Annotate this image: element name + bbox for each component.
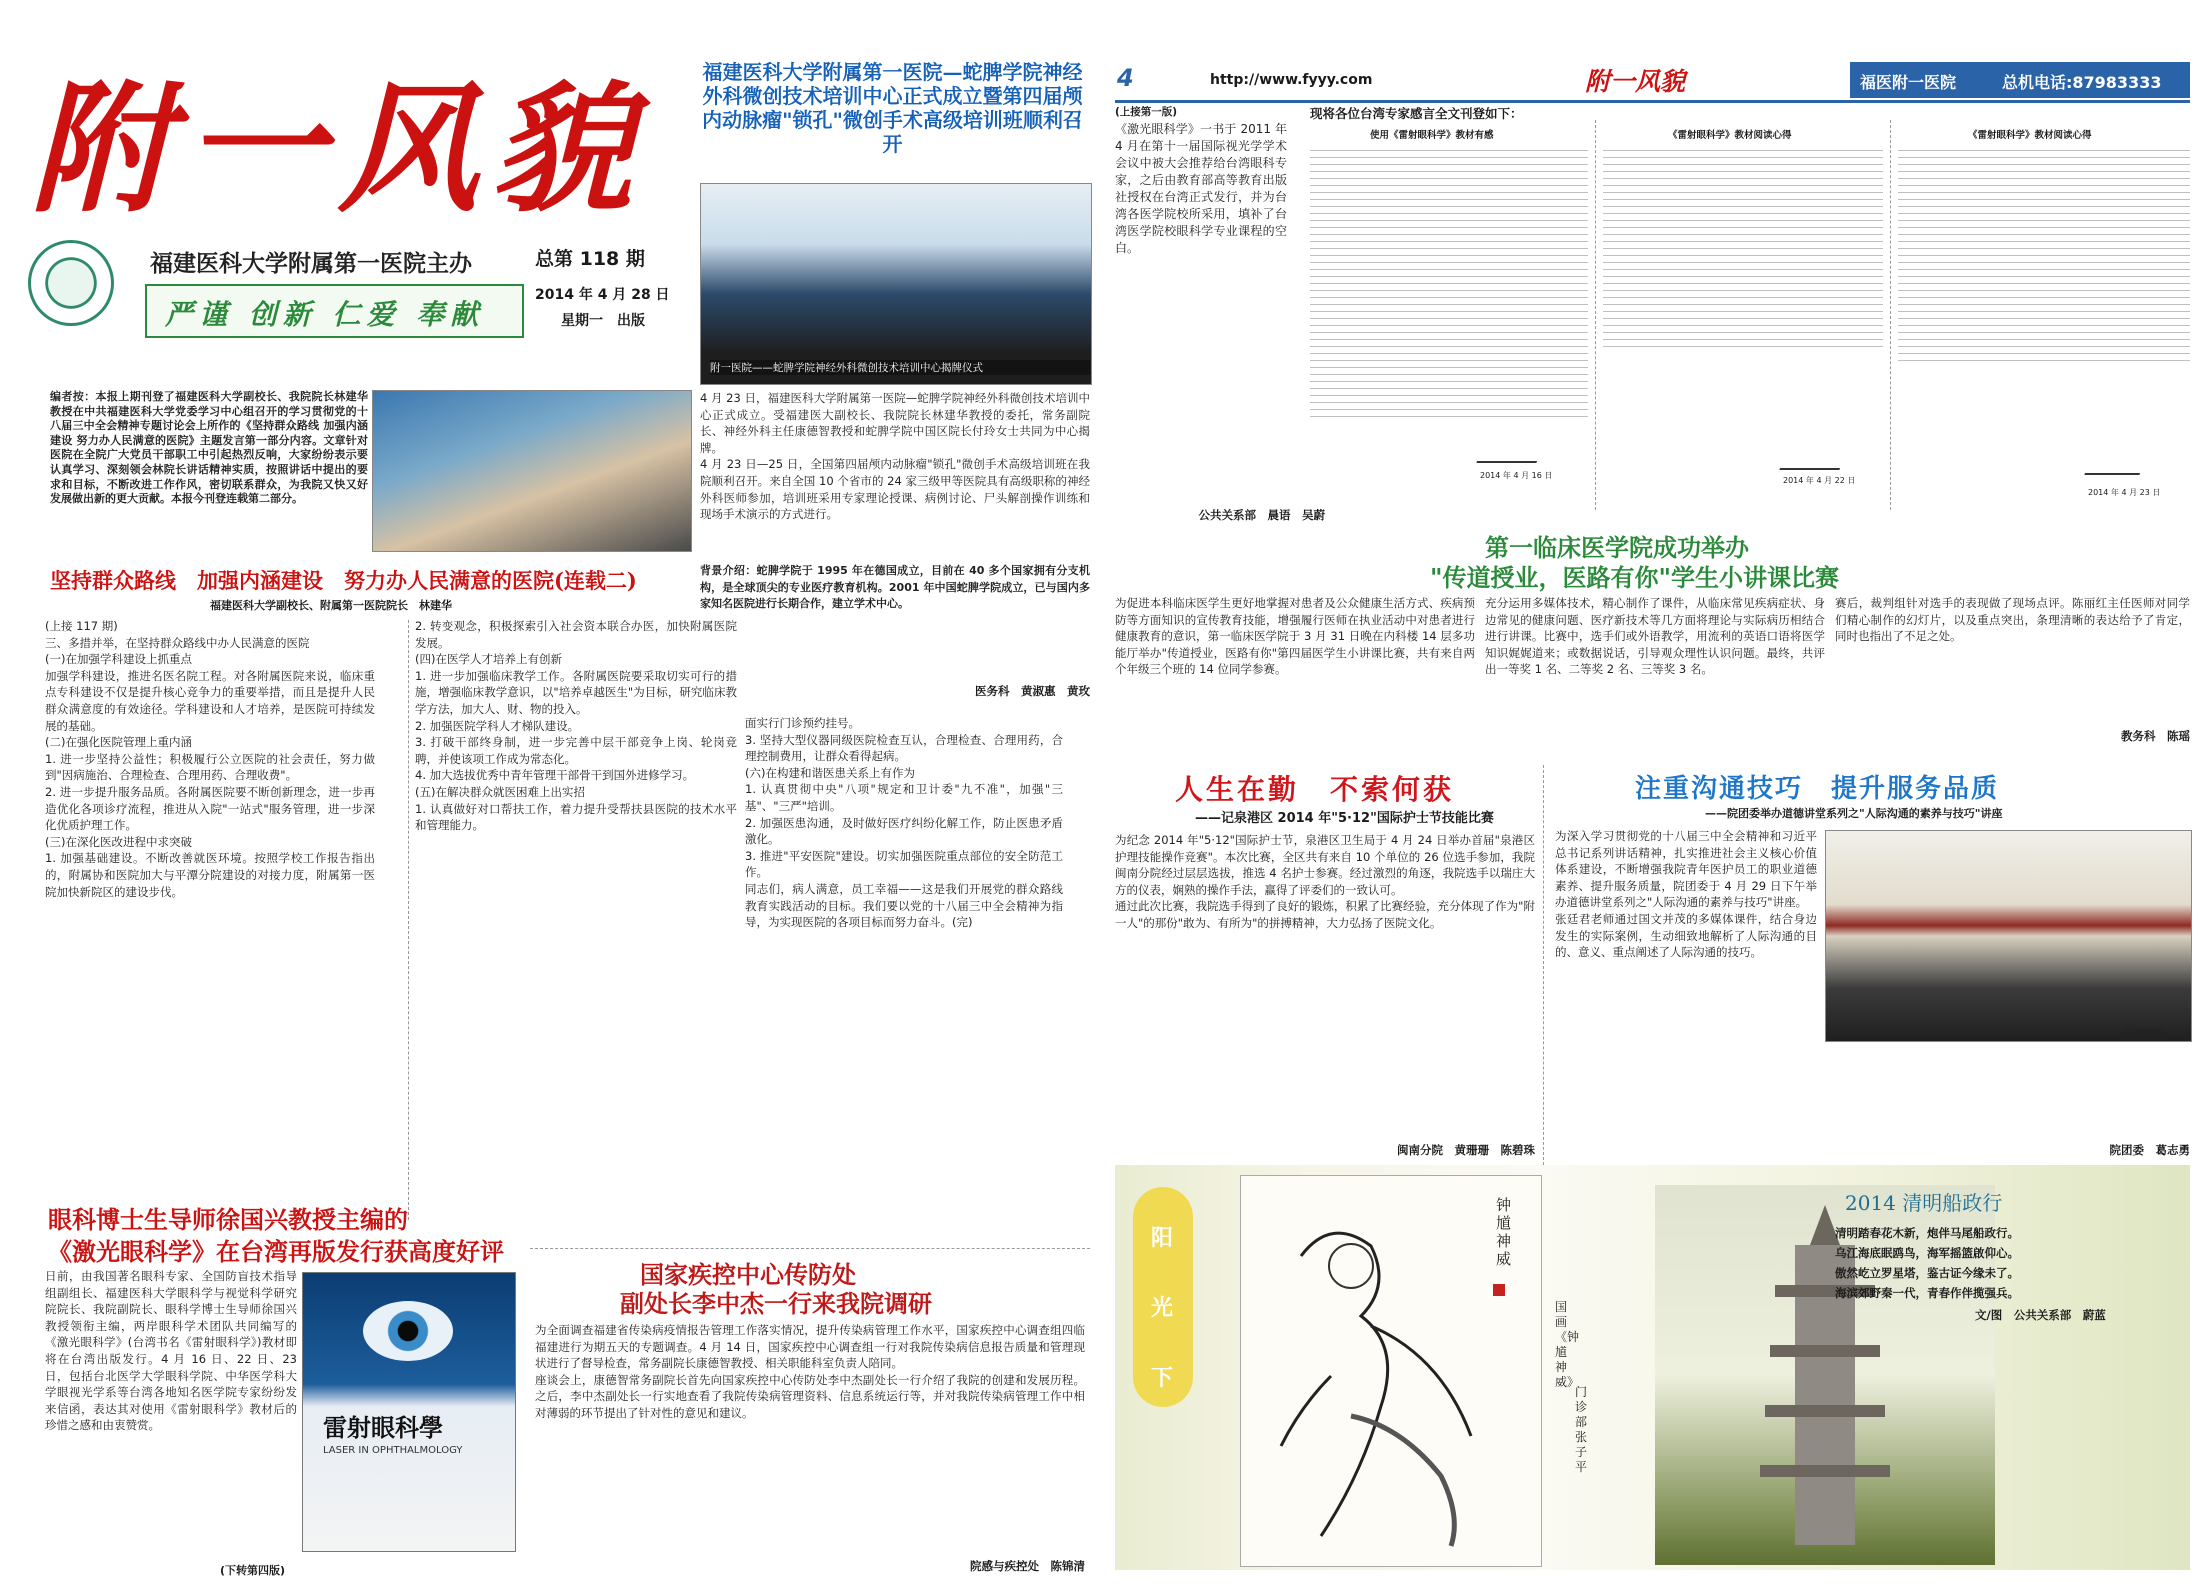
series-column-1: (上接 117 期) 三、多措并举，在坚持群众路线中办人民满意的医院 (一)在加强学科建设上抓重点 加强学科建设，推进名医名院工程。对各附属医院来说，临床重点专科建设不仅是提升核心竞争力的重要举措，而且是提升人民群众满意度的有效途径。学科建设和人才培养，是医院可持续发展的基础。 (二)在强化医院管理上重内涵 1. 进一步坚持公益性；积极履行公立医院的社会责任，努力做到"因病施治、合理检查、合理用药、合理收费"。 2. 进一步提升服务品质。各附属医院要不断创新理念，进一步再造优化各项诊疗流程，推进从入院"一站式"服务管理，进一步深化优质护理工作。 (三)在深化医改进程中求突破 1. 加强基础建设。不断改善就医环境。按照学校工作报告指出的，附属协和医院加大与平潭分院建设的对接力度，附属第一医院加快新院区的建设步伐。 bbox=[45, 619, 375, 899]
poem-line-2: 乌江海底眠鸥鸟，海军摇篮啟仰心。 bbox=[1835, 1246, 2019, 1260]
letter-3-date: 2014 年 4 月 23 日 bbox=[2088, 488, 2161, 497]
cdc-byline: 院感与疾控处 陈锦清 bbox=[970, 1559, 1085, 1573]
masthead-title: 附一风貌 bbox=[30, 68, 647, 232]
cdc-title-line2: 副处长李中杰一行来我院调研 bbox=[620, 1289, 932, 1318]
pagoda-photo bbox=[1655, 1185, 1995, 1565]
poem-line-1: 清明踏春花木新，炮伴马尾船政行。 bbox=[1835, 1226, 2019, 1240]
cdc-top-rule bbox=[530, 1248, 1090, 1249]
eye-article-title-line2: 《激光眼科学》在台湾再版发行获高度好评 bbox=[48, 1237, 504, 1266]
lecture-title-line2: "传道授业，医路有你"学生小讲课比赛 bbox=[1430, 563, 1840, 592]
eye-continued-byline: 公共关系部 晨语 吴蔚 bbox=[1198, 508, 1325, 522]
letter-1-date: 2014 年 4 月 16 日 bbox=[1480, 471, 1553, 480]
letter-1 bbox=[1310, 125, 1588, 510]
art-banner: 阳光下 bbox=[1151, 1225, 1174, 1391]
header-title: 附一风貌 bbox=[1585, 67, 1686, 96]
nurse-byline: 闽南分院 黄珊珊 陈碧珠 bbox=[1397, 1143, 1535, 1157]
issue-date: 2014 年 4 月 28 日 bbox=[535, 287, 670, 303]
letter-2 bbox=[1603, 125, 1883, 510]
top-article-photo bbox=[700, 183, 1092, 385]
art-section bbox=[1115, 1165, 2190, 1570]
nurse-title: 人生在勤 不索何获 bbox=[1175, 773, 1455, 806]
eye-continued-note: (下转第四版) bbox=[220, 1564, 286, 1577]
eye-continued-lead: (上接第一版) bbox=[1115, 106, 1178, 118]
painting-caption-1: 国画《钟馗神威》 bbox=[1555, 1300, 1580, 1389]
comm-byline: 院团委 葛志勇 bbox=[2109, 1143, 2190, 1157]
top-article-byline: 医务科 黄淑惠 黄玫 bbox=[975, 684, 1090, 698]
letter-1-text bbox=[1310, 147, 1588, 417]
issue-weekday: 星期一 出版 bbox=[561, 313, 645, 329]
editor-note: 编者按：本报上期刊登了福建医科大学副校长、我院院长林建华教授在中共福建医科大学党委学习中心组召开的学习贯彻党的十八届三中全会精神专题讨论会上所作的《坚持群众路线 加强内涵建设 努力办人民满意的医院》主题发言第一部分内容。文章针对医院在全院广大党员干部职工中引起热烈反响，大家纷纷表示要认真学习、深刻领会林院长讲话精神实质，按照讲话中提出的要求和目标，不断改进工作作风，密切联系群众，为我院又快又好发展做出新的更大贡献。本报今刊登连载第二部分。 bbox=[50, 390, 368, 506]
letter-2-signature-icon bbox=[1779, 450, 1846, 470]
cdc-body: 为全面调查福建省传染病疫情报告管理工作落实情况，提升传染病管理工作水平，国家疾控中心调查组四临福建进行为期五天的专题调查。4 月 14 日，国家疾控中心调查组一行对我院传染病信息报告质量和管理现状进行了督导检查，常务副院长康德智教授、相关职能科室负责人陪同。 座谈会上，康德智常务副院长首先向国家疾控中心传防处李中杰副处长一行介绍了我院的创建和发展历程。之后，李中杰副处长一行实地查看了我院传染病管理资料、信息系统运行等，并对我院传染病管理工作中相对薄弱的环节提出了针对性的意见和建议。 bbox=[535, 1323, 1085, 1420]
letter-2-title: 《雷射眼科学》教材阅读心得 bbox=[1668, 130, 1792, 141]
eye-continued-body: 《激光眼科学》一书于 2011 年 4 月在第十一届国际视光学学术会议中被大会推荐给台湾眼科专家，之后由教育部高等教育出版社授权在台湾正式发行，并为台湾各医学院校所采用，填补了台湾医学院校眼科学专业课程的空白。 bbox=[1115, 122, 1291, 255]
nurse-comm-divider bbox=[1543, 765, 1544, 1165]
series-title: 坚持群众路线 加强内涵建设 努力办人民满意的医院(连载二) bbox=[50, 568, 637, 593]
top-article-title: 福建医科大学附属第一医院—蛇脾学院神经外科微创技术培训中心正式成立暨第四届颅内动脉瘤"锁孔"微创手术高级培训班顺利召开 bbox=[702, 60, 1083, 156]
lecture-byline: 教务科 陈瑶 bbox=[2121, 729, 2190, 743]
masthead-sponsor: 福建医科大学附属第一医院主办 bbox=[150, 251, 472, 277]
letter-1-signature-icon bbox=[1476, 443, 1543, 463]
lecture-title-line1: 第一临床医学院成功举办 bbox=[1485, 533, 1749, 562]
comm-subtitle: ——院团委举办道德讲堂系列之"人际沟通的素养与技巧"讲座 bbox=[1705, 807, 2003, 820]
poem-byline: 文/图 公共关系部 蔚蓝 bbox=[1975, 1308, 2106, 1322]
page-four bbox=[1115, 0, 2200, 1585]
top-article-photo-caption: 附一医院——蛇脾学院神经外科微创技术培训中心揭牌仪式 bbox=[710, 360, 1090, 375]
nurse-subtitle: ——记泉港区 2014 年"5·12"国际护士节技能比赛 bbox=[1195, 811, 1494, 826]
letter-divider-2 bbox=[1890, 120, 1891, 510]
issue-box bbox=[535, 240, 670, 340]
meeting-photo bbox=[372, 390, 692, 552]
letter-3-title: 《雷射眼科学》教材阅读心得 bbox=[1968, 130, 2092, 141]
masthead-logo-icon bbox=[28, 240, 114, 326]
masthead-motto: 严谨 创新 仁爱 奉献 bbox=[165, 298, 485, 331]
letter-3-text bbox=[1898, 147, 2190, 367]
painting-caption-2: 门诊部 张子平 bbox=[1575, 1385, 1600, 1474]
pagoda-icon bbox=[1655, 1185, 1995, 1565]
page-header bbox=[1115, 62, 2190, 103]
page-number: 4 bbox=[1117, 64, 1134, 92]
header-box bbox=[1850, 62, 2190, 98]
issue-number: 总第 118 期 bbox=[535, 248, 645, 270]
lecture-column-1: 为促进本科临床医学生更好地掌握对患者及公众健康生活方式、疾病预防等方面知识的宣传教育技能，增强履行医师在执业活动中对患者进行健康教育的意识，第一临床医学院于 3 月 31 日晚在内科楼 14 层多功能厅举办"传道授业，医路有你"第四届医学生小讲课比赛，共有来自两个年级三个班的 14 位同学参赛。 bbox=[1115, 596, 1475, 677]
book-subtitle: LASER IN OPHTHALMOLOGY bbox=[323, 1445, 463, 1456]
lecture-column-2: 充分运用多媒体技术，精心制作了课件，从临床常见疾病症状、身边常见的健康问题、医疗新技术等几方面将理论与实际病历相结合进行讲课。比赛中，选手们或外语教学，用流利的英语口语将医学知识娓娓道来；或数据说话，引导观众理性认识问题。最终，共评出一等奖 1 名、二等奖 2 名、三等奖 3 名。 bbox=[1485, 596, 1825, 677]
letter-3 bbox=[1898, 125, 2190, 510]
masthead-motto-box bbox=[145, 284, 524, 338]
column-divider bbox=[408, 620, 409, 1220]
site-url: http://www.fyyy.com bbox=[1210, 72, 1373, 88]
letter-divider-1 bbox=[1595, 120, 1596, 510]
masthead bbox=[20, 68, 670, 350]
poem-title: 2014 清明船政行 bbox=[1845, 1191, 2003, 1215]
top-article-body: 4 月 23 日，福建医科大学附属第一医院—蛇脾学院神经外科微创技术培训中心正式成立。受福建医大副校长、我院院长林建华教授的委托，常务副院长、神经外科主任康德智教授和蛇脾学院中国区院长付玲女士共同为中心揭牌。 4 月 23 日—25 日，全国第四届颅内动脉瘤"锁孔"微创手术高级培训班在我院顺利召开。来自全国 10 个省市的 24 家三级甲等医院具有高级职称的神经外科医师参加，培训班采用专家理论授课、病例讨论、尸头解剖操作训练和现场手术演示的方式进行。 bbox=[700, 391, 1090, 522]
eye-article-body: 日前，由我国著名眼科专家、全国防盲技术指导组副组长、福建医科大学眼科学与视觉科学研究院院长、我院副院长、眼科学博士生导师徐国兴教授领衔主编，两岸眼科学术团队共同编写的《激光眼科学》(台湾书名《雷射眼科学》)教材即将在台湾出版发行。4 月 16 日、22 日、23 日，包括台北医学大学眼科学院、中华医学科大学眼视光学系等台湾各地知名医学院专家纷纷发来信函，表达其对使用《雷射眼科学》教材后的珍惜之感和由衷赞赏。 bbox=[45, 1269, 301, 1433]
book-cover bbox=[302, 1272, 516, 1552]
letter-2-text bbox=[1603, 147, 1883, 347]
comm-body: 为深入学习贯彻党的十八届三中全会精神和习近平总书记系列讲话精神，扎实推进社会主义核心价值体系建设，不断增强我院青年医护员工的职业道德素养、提升服务质量，院团委于 4 月 29 日下午举办道德讲堂系列之"人际沟通的素养与技巧"讲座。 张廷君老师通过国文并茂的多媒体课件，结合身边发生的实际案例，生动细致地解析了人际沟通的目的、意义、重点阐述了人际沟通的技巧。 bbox=[1555, 829, 1817, 960]
poem-line-4: 海滨郊野秦一代，青春作伴揽强兵。 bbox=[1835, 1286, 2019, 1300]
letter-2-date: 2014 年 4 月 22 日 bbox=[1783, 476, 1856, 485]
series-column-3: 面实行门诊预约挂号。 3. 坚持大型仪器同级医院检查互认，合理检查、合理用药，合理控制费用，让群众看得起病。 (六)在构建和谐医患关系上有作为 1. 认真贯彻中央"八项"规定和卫计委"九不准"，加强"三基"、"三严"培训。 2. 加强医患沟通，及时做好医疗纠纷化解工作，防止医患矛盾激化。 3. 推进"平安医院"建设。切实加强医院重点部位的安全防范工作。 同志们，病人满意，员工幸福——这是我们开展党的群众路线教育实践活动的目标。我们要以党的十八届三中全会精神为指导，为实现医院的各项目标而努力奋斗。(完) bbox=[745, 716, 1063, 930]
eye-article-title-line1: 眼科博士生导师徐国兴教授主编的 bbox=[48, 1205, 408, 1234]
letters-heading: 现将各位台湾专家感言全文刊登如下： bbox=[1310, 106, 1523, 121]
series-byline: 福建医科大学副校长、附属第一医院院长 林建华 bbox=[210, 599, 452, 612]
top-article-background: 背景介绍：蛇脾学院于 1995 年在德国成立，目前在 40 多个国家拥有分支机构，是全球顶尖的专业医疗教育机构。2001 年中国蛇脾学院成立，已与国内多家知名医院进行长期合作，建立学术中心。 bbox=[700, 564, 1090, 611]
letter-3-signature-icon bbox=[2084, 455, 2146, 475]
nurse-body: 为纪念 2014 年"5·12"国际护士节，泉港区卫生局于 4 月 24 日举办首届"泉港区护理技能操作竞赛"。本次比赛，全区共有来自 10 个单位的 26 位选手参加，我院闽南分院经过层层选拔，推选 4 名护士参赛。经过激烈的角逐，我院选手以瑞庄大方的仪表，娴熟的操作手法，赢得了评委们的一致认可。 通过此次比赛，我院选手得到了良好的锻炼，积累了比赛经验，充分体现了作为"附一人"的那份"敢为、有所为"的拼搏精神，大力弘扬了医院文化。 bbox=[1115, 833, 1535, 930]
comm-title: 注重沟通技巧 提升服务品质 bbox=[1635, 774, 2000, 804]
lecture-column-3: 赛后，裁判组针对选手的表现做了现场点评。陈丽红主任医师对同学们精心制作的幻灯片，以及重点突出，条理清晰的表达给予了肯定，同时也指出了不足之处。 bbox=[1835, 596, 2190, 644]
painting bbox=[1240, 1175, 1542, 1567]
book-eye-icon bbox=[363, 1301, 453, 1361]
painting-seal-icon bbox=[1493, 1284, 1505, 1296]
comm-photo bbox=[1825, 830, 2192, 1042]
painting-inscription: 钟馗神威 bbox=[1496, 1196, 1512, 1268]
poem-line-3: 傲然屹立罗星塔，鉴古证今缘未了。 bbox=[1835, 1266, 2019, 1280]
book-title: 雷射眼科學 bbox=[323, 1413, 443, 1442]
header-hospital: 福医附一医院 bbox=[1860, 73, 1957, 92]
page-gutter bbox=[1105, 0, 1115, 1585]
cdc-title-line1: 国家疾控中心传防处 bbox=[640, 1260, 856, 1289]
letter-1-title: 使用《雷射眼科学》教材有感 bbox=[1370, 130, 1494, 141]
comm-photo-caption: 讲座现场 bbox=[2125, 1029, 2165, 1040]
series-column-2: 2. 转变观念，积极探索引入社会资本联合办医，加快附属医院发展。 (四)在医学人才培养上有创新 1. 进一步加强临床教学工作。各附属医院要采取切实可行的措施，增强临床教学意识，以"培养卓越医生"为目标，研究临床教学方法，加大人、财、物的投入。 2. 加强医院学科人才梯队建设。 3. 打破干部终身制，进一步完善中层干部竞争上岗、轮岗竞聘，并使该项工作成为常态化。 4. 加大选拔优秀中青年管理干部骨干到国外进修学习。 (五)在解决群众就医困难上出实招 1. 认真做好对口帮扶工作，着力提升受帮扶县医院的技术水平和管理能力。 bbox=[415, 619, 737, 833]
header-phone: 总机电话:87983333 bbox=[2002, 73, 2162, 92]
